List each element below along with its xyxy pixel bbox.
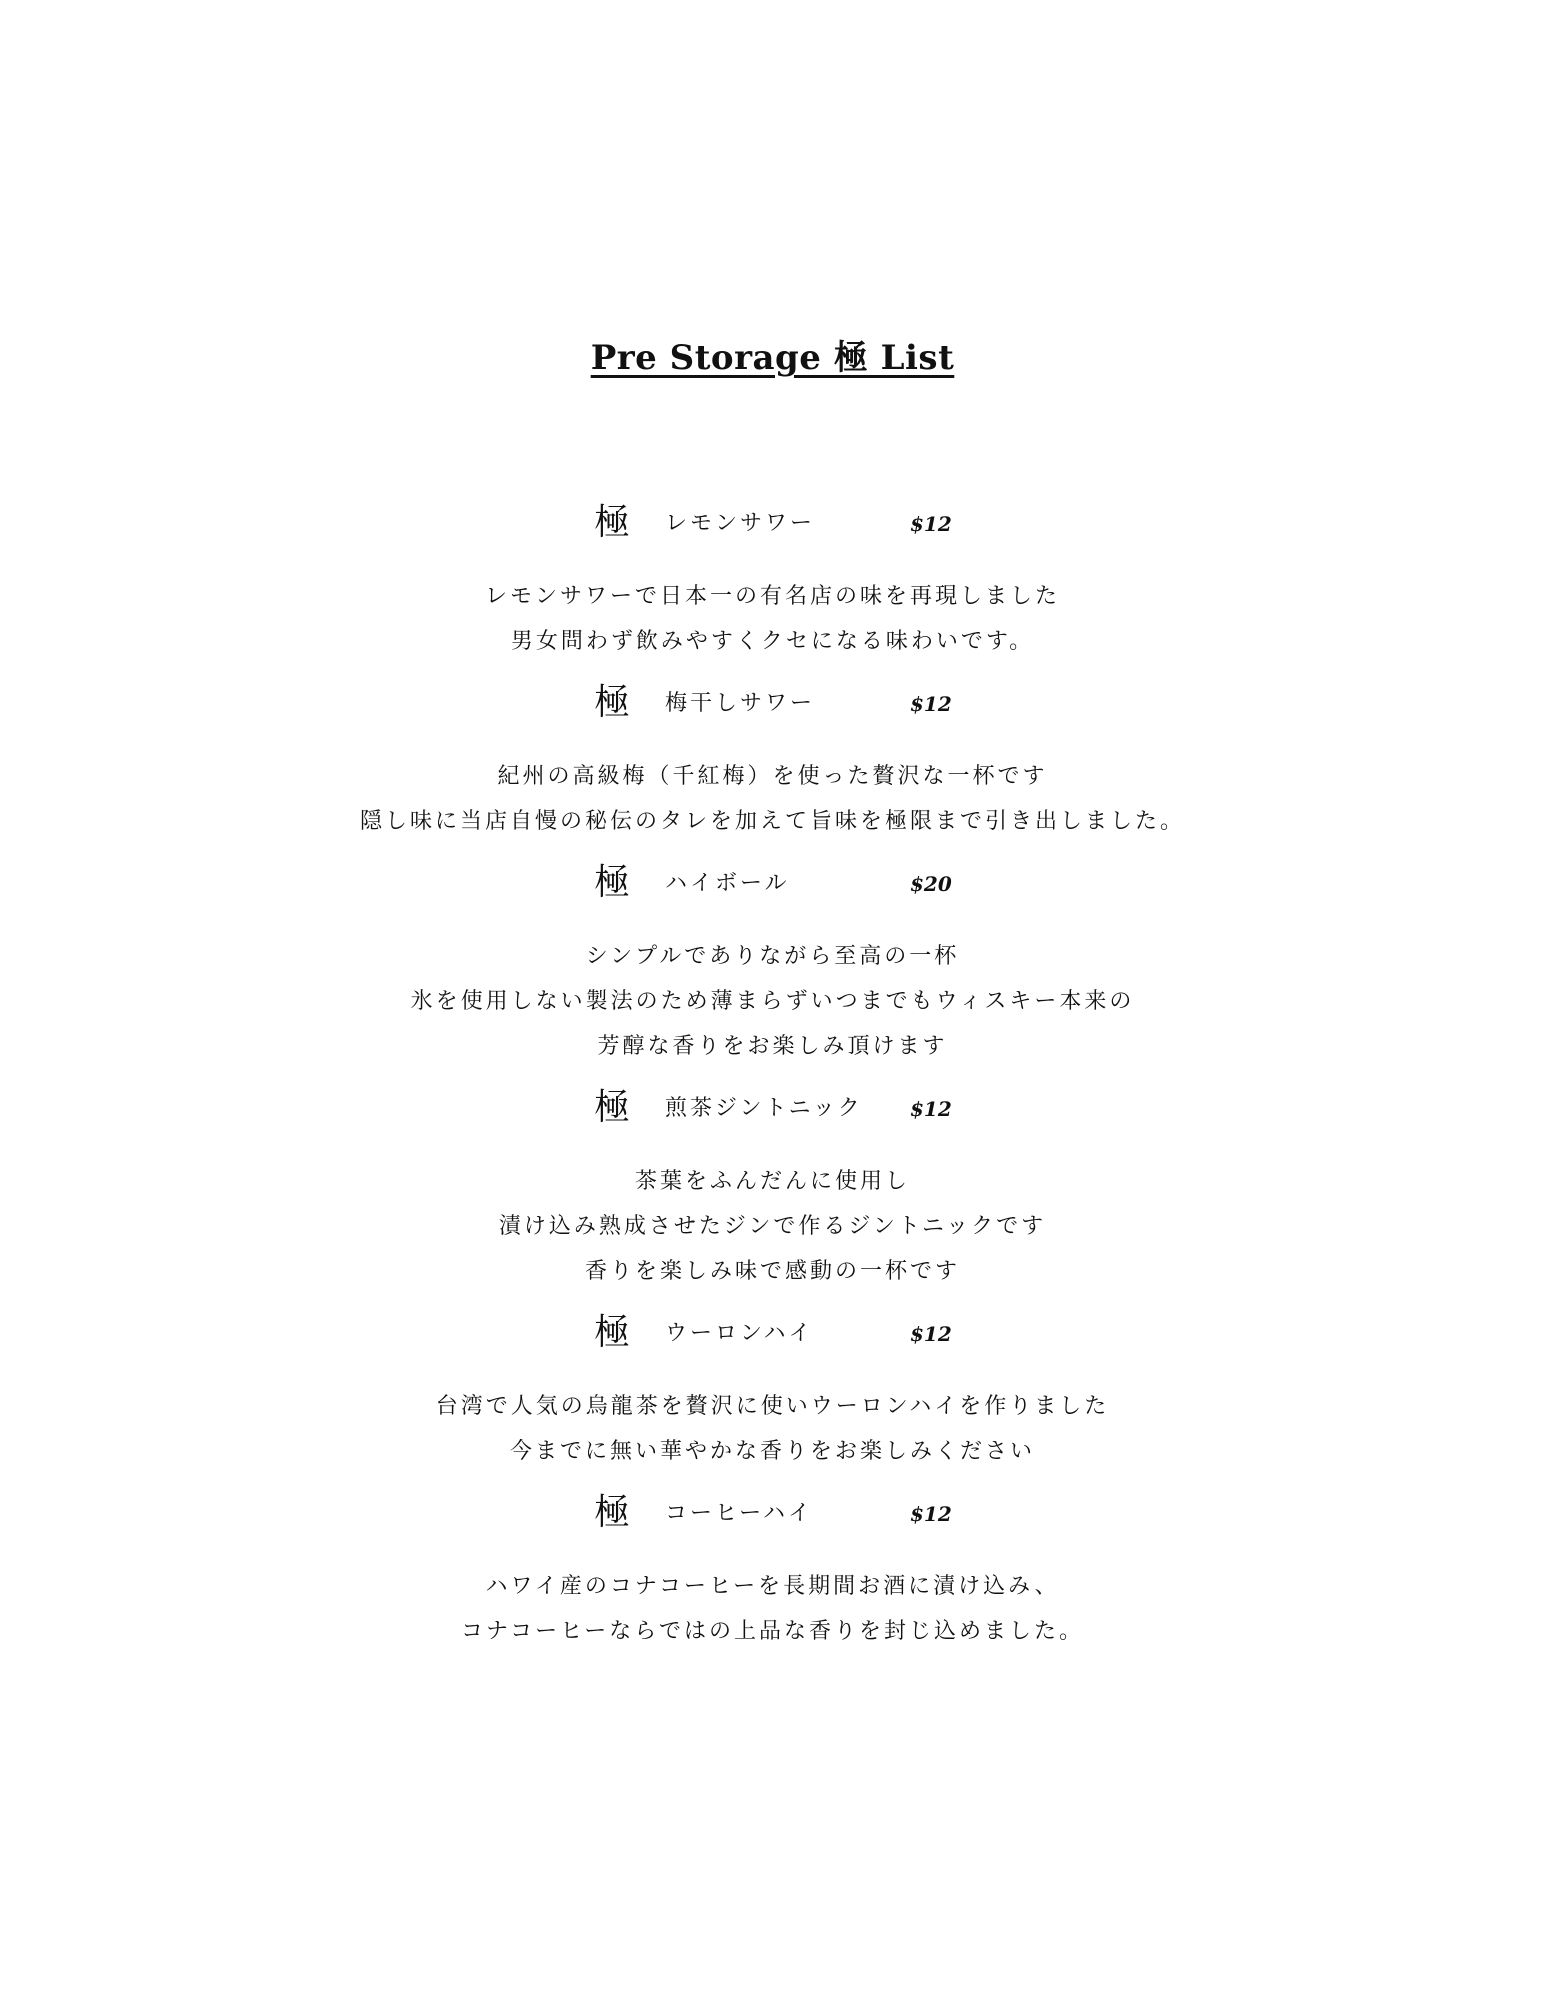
menu-item-description [0, 934, 1545, 1069]
menu-item-mark: 極 [594, 1492, 631, 1533]
description-line: 茶葉をふんだんに使用し [634, 1169, 910, 1194]
menu-item-name: ハイボール [665, 871, 790, 896]
description-line: 氷を使用しない製法のため薄まらずいつまでもウィスキー本来の [410, 989, 1135, 1014]
description-line: 今までに無い華やかな香りをお楽しみください [509, 1439, 1035, 1464]
menu-item-description [0, 1159, 1545, 1294]
description-line: 芳醇な香りをお楽しみ頂けます [597, 1034, 948, 1059]
description-line: 台湾で人気の烏龍茶を贅沢に使いウーロンハイを作りました [435, 1394, 1110, 1419]
menu-item-price: $12 [910, 1502, 952, 1526]
menu-item-header [0, 1490, 1545, 1540]
menu-item-mark: 極 [594, 862, 631, 903]
description-line: 漬け込み熟成させたジンで作るジントニックです [498, 1214, 1047, 1239]
description-line: レモンサワーで日本一の有名店の味を再現しました [484, 584, 1060, 609]
menu-item [0, 1085, 1545, 1294]
menu-item-header [0, 1310, 1545, 1360]
menu-item [0, 500, 1545, 664]
menu-item-description [0, 1384, 1545, 1474]
description-line: 紀州の高級梅（千紅梅）を使った贅沢な一杯です [497, 764, 1048, 789]
menu-item-price: $12 [910, 1322, 952, 1346]
description-line: ハワイ産のコナコーヒーを長期間お酒に漬け込み、 [485, 1574, 1060, 1599]
menu-item-price: $12 [910, 512, 952, 536]
menu-item-description [0, 754, 1545, 844]
menu-item-header [0, 500, 1545, 550]
menu-item [0, 1490, 1545, 1654]
menu-item-price: $12 [910, 1097, 952, 1121]
menu-item [0, 680, 1545, 844]
description-line: コナコーヒーならではの上品な香りを封じ込めました。 [460, 1619, 1085, 1644]
menu-item-name: 梅干しサワー [665, 691, 816, 716]
page-title: Pre Storage 極 List [590, 338, 955, 378]
menu-item [0, 1310, 1545, 1474]
menu-item-price: $20 [910, 872, 952, 896]
description-line: 香りを楽しみ味で感動の一杯です [584, 1259, 960, 1284]
menu-item-mark: 極 [594, 1087, 631, 1128]
menu-item-name: ウーロンハイ [665, 1321, 814, 1346]
menu-item-name: コーヒーハイ [665, 1501, 814, 1526]
menu-item-header [0, 1085, 1545, 1135]
menu-item-mark: 極 [594, 682, 631, 723]
menu-item-header [0, 680, 1545, 730]
menu-item-mark: 極 [594, 502, 631, 543]
description-line: シンプルでありながら至高の一杯 [585, 944, 960, 969]
description-line: 隠し味に当店自慢の秘伝のタレを加えて旨味を極限まで引き出しました。 [359, 809, 1185, 834]
menu-item-header [0, 860, 1545, 910]
menu-item-name: レモンサワー [665, 511, 816, 536]
menu-item-description [0, 574, 1545, 664]
menu-item [0, 860, 1545, 1069]
menu-item-mark: 極 [594, 1312, 631, 1353]
menu-item-description [0, 1564, 1545, 1654]
description-line: 男女問わず飲みやすくクセになる味わいです。 [510, 629, 1035, 654]
menu-item-name: 煎茶ジントニック [665, 1096, 863, 1121]
menu-item-price: $12 [910, 692, 952, 716]
